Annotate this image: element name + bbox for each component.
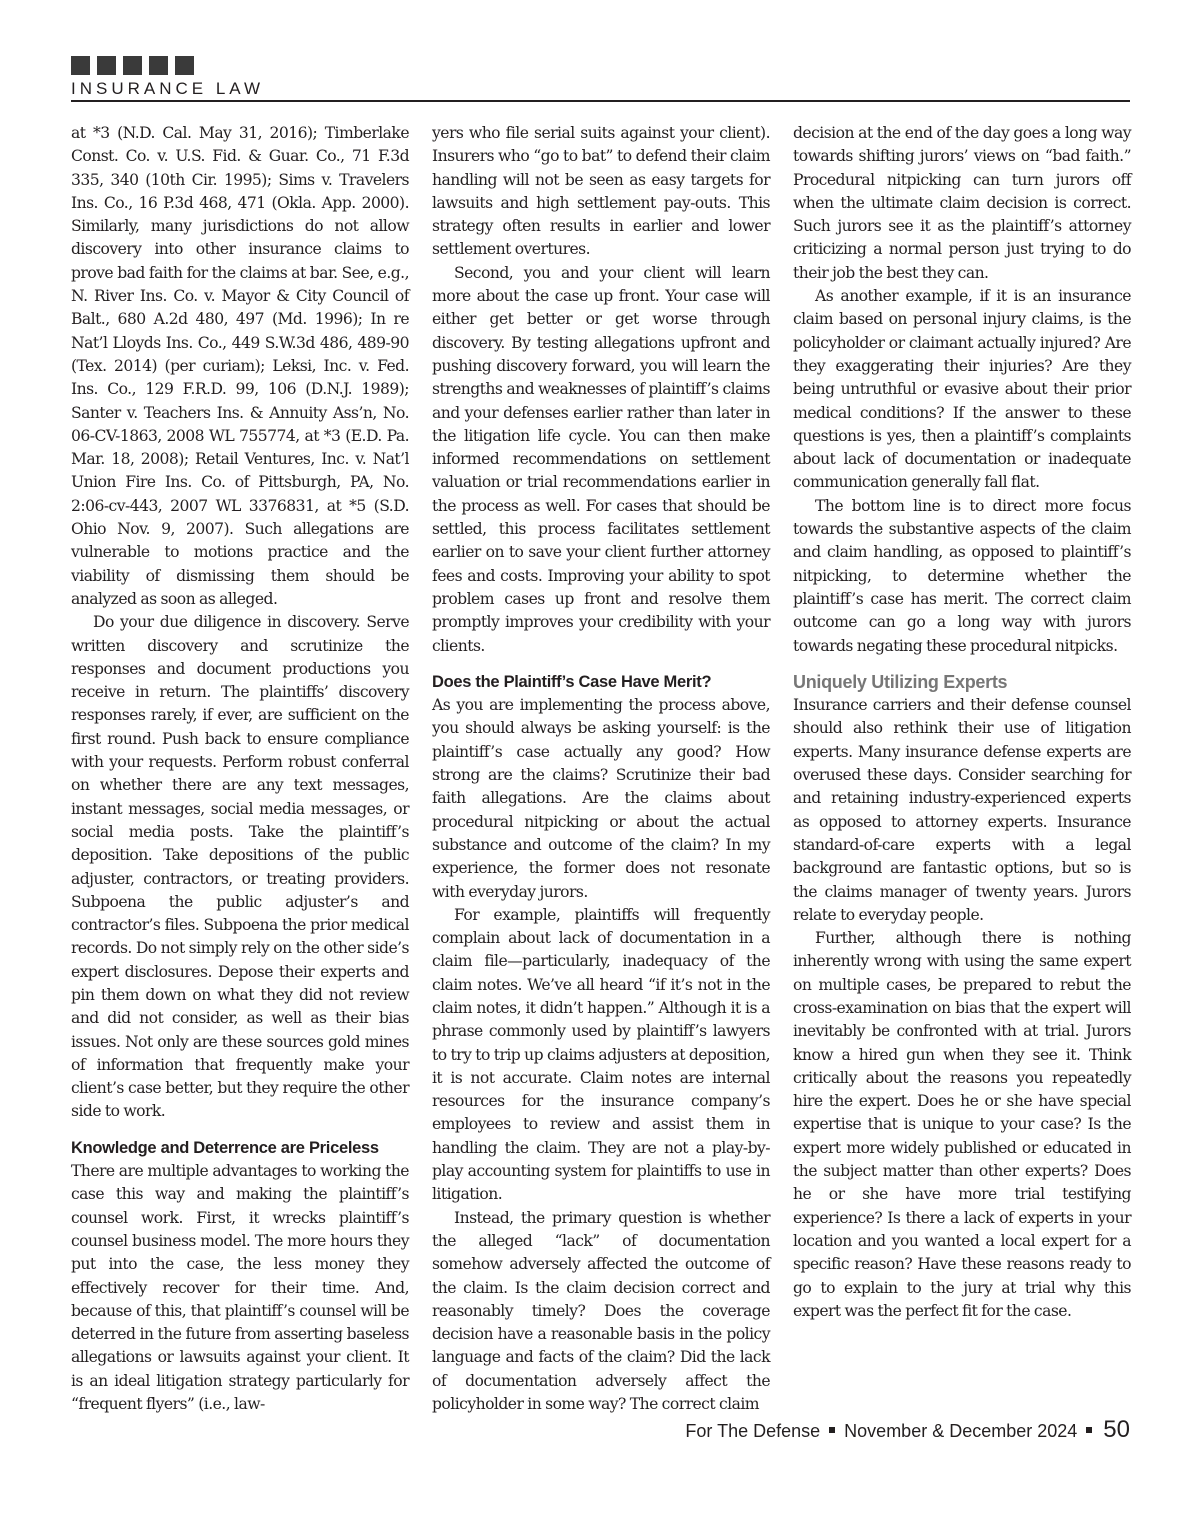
marker-square bbox=[123, 56, 142, 75]
header-divider bbox=[71, 100, 1130, 102]
section-heading: Knowledge and Deterrence are Priceless bbox=[71, 1138, 379, 1157]
section-heading: Does the Plaintiff’s Case Have Merit? bbox=[432, 672, 712, 691]
paragraph: yers who file serial suits against your client). Insurers who “go to bat” to defend their claim handling will not be seen as easy targets for lawsuits and high settlement pay-outs. This strategy often results in earlier and lower settlement overtures. bbox=[432, 124, 770, 259]
paragraph: decision at the end of the day goes a long way towards shifting jurors’ views on “bad faith.” Procedural nitpicking can turn jurors off when the ultimate claim decision is correct. Such jurors see it as the plaintiff’s attorney criticizing a normal person just trying to do their job the best they can. bbox=[793, 124, 1131, 282]
paragraph: Do your due diligence in discovery. Serve written discovery and scrutinize the responses and document productions you receive in return. The plaintiffs’ discovery responses rarely, if ever, are sufficient on the first round. Push back to ensure compliance with your requests. Perform robust conferral on whether there are any text messages, instant messages, social media messages, or social media posts. Take the plaintiff’s deposition. Take depositions of the public adjuster, contractors, or treating providers. Subpoena the public adjuster’s and contractor’s files. Subpoena the prior medical records. Do not simply rely on the other side’s expert disclosures. Depose their experts and pin them down on what they did not review and did not consider, as well as their bias issues. Not only are these sources gold mines of information that frequently make your client’s case better, but they require the other side to work. bbox=[71, 613, 409, 1121]
paragraph: There are multiple advantages to working the case this way and making the plaintiff’s counsel work. First, it wrecks plaintiff’s counsel business model. The more hours they put into the case, the less money they effectively recover for their time. And, because of this, that plaintiff’s counsel will be deterred in the future from asserting baseless allegations or lawsuits against your client. It is an ideal litigation strategy particularly for “frequent flyers” (i.e., law- bbox=[71, 1162, 409, 1414]
paragraph: The bottom line is to direct more focus towards the substantive aspects of the claim and claim handling, as opposed to plaintiff’s nitpicking, to determine whether the plaintiff’s case has merit. The correct claim outcome can go a long way with jurors towards negating these procedural nitpicks. bbox=[793, 496, 1131, 655]
section-marker-squares bbox=[71, 56, 201, 75]
publication-name: For The Defense bbox=[685, 1421, 821, 1441]
section-label: INSURANCE LAW bbox=[71, 79, 265, 98]
text-column-3 bbox=[793, 122, 1131, 1323]
paragraph: Further, although there is nothing inherently wrong with using the same expert on multiple cases, be prepared to rebut the cross-examination on bias that the expert will inevitably be confronted with at trial. Jurors know a hired gun when they see it. Think critically about the reasons you repeatedly hire the expert. Does he or she have special expertise that is unique to your case? Is the expert more widely published or educated in the subject matter than other experts? Does he or she have more trial testifying experience? Is there a lack of experts in your location and you wanted a local expert for a specific reason? Have these reasons ready to go to explain to the jury at trial why this expert was the perfect fit for the case. bbox=[793, 929, 1131, 1320]
marker-square bbox=[149, 56, 168, 75]
page-number: 50 bbox=[1103, 1416, 1130, 1443]
text-column-1 bbox=[71, 122, 409, 1416]
paragraph: Instead, the primary question is whether the alleged “lack” of documentation somehow adversely affected the outcome of the claim. Is the claim decision correct and reasonably timely? Does the coverage decision have a reasonable basis in the policy language and facts of the claim? Did the lack of documentation adversely affect the policyholder in some way? The correct claim bbox=[432, 1208, 770, 1414]
paragraph: As you are implementing the process above, you should always be asking yourself: is the plaintiff’s case actually any good? How strong are the claims? Scrutinize their bad faith allegations. Are the claims about procedural nitpicking or about the actual substance and outcome of the claim? In my experience, the former does not resonate with everyday jurors. bbox=[432, 696, 770, 901]
marker-square bbox=[71, 56, 90, 75]
text-column-2 bbox=[432, 122, 770, 1416]
bullet-separator bbox=[829, 1427, 835, 1433]
issue-date: November & December 2024 bbox=[844, 1421, 1078, 1441]
marker-square bbox=[97, 56, 116, 75]
page-footer bbox=[685, 1418, 1130, 1443]
paragraph: Insurance carriers and their defense counsel should also rethink their use of litigation experts. Many insurance defense experts are overused these days. Consider searching for and retaining industry-experienced experts as opposed to attorney experts. Insurance standard-of-care experts with a legal background are fantastic options, but so is the claims manager of twenty years. Jurors relate to everyday people. bbox=[793, 696, 1131, 924]
bullet-separator bbox=[1086, 1427, 1092, 1433]
paragraph: As another example, if it is an insurance claim based on personal injury claims, is the policyholder or claimant actually injured? Are they exaggerating their injuries? Are they being untruthful or evasive about their prior medical conditions? If the answer to these questions is yes, then a plaintiff’s complaints about lack of documentation or inadequate communication generally fall flat. bbox=[793, 287, 1131, 492]
paragraph: For example, plaintiffs will frequently complain about lack of documentation in a claim file—particularly, inadequacy of the claim notes. We’ve all heard “if it’s not in the claim notes, it didn’t happen.” Although it is a phrase commonly used by plaintiff’s lawyers to try to trip up claims adjusters at deposition, it is not accurate. Claim notes are internal resources for the insurance company’s employees to review and assist them in handling the claim. They are not a play-by-play accounting system for plaintiffs to use in litigation. bbox=[432, 905, 770, 1204]
marker-square bbox=[175, 56, 194, 75]
section-heading: Uniquely Utilizing Experts bbox=[793, 671, 1008, 692]
paragraph: Second, you and your client will learn more about the case up front. Your case will either get better or get worse through discovery. By testing allegations upfront and pushing discovery forward, you will learn the strengths and weaknesses of plaintiff’s claims and your defenses earlier rather than later in the litigation life cycle. You can then make informed recommendations on settlement valuation or trial recommendations earlier in the process as well. For cases that should be settled, this process facilitates settlement earlier on to save your client further attorney fees and costs. Improving your ability to spot problem cases up front and resolve them promptly improves your credibility with your clients. bbox=[432, 263, 770, 655]
paragraph: at *3 (N.D. Cal. May 31, 2016); Timberlake Const. Co. v. U.S. Fid. & Guar. Co., 71 F.3d 335, 340 (10th Cir. 1995); Sims v. Travelers Ins. Co., 16 P.3d 468, 471 (Okla. App. 2000). Similarly, many jurisdictions do not allow discovery into other insurance claims to prove bad faith for the claims at bar. See, e.g., N. River Ins. Co. v. Mayor & City Council of Balt., 680 A.2d 480, 497 (Md. 1996); In re Nat’l Lloyds Ins. Co., 449 S.W.3d 486, 489-90 (Tex. 2014) (per curiam); Leksi, Inc. v. Fed. Ins. Co., 129 F.R.D. 99, 106 (D.N.J. 1989); Santer v. Teachers Ins. & Annuity Ass’n, No. 06-CV-1863, 2008 WL 755774, at *3 (E.D. Pa. Mar. 18, 2008); Retail Ventures, Inc. v. Nat’l Union Fire Ins. Co. of Pittsburgh, PA, No. 2:06-cv-443, 2007 WL 3376831, at *5 (S.D. Ohio Nov. 9, 2007). Such allegations are vulnerable to motions practice and the viability of dismissing them should be analyzed as soon as alleged. bbox=[71, 124, 409, 608]
